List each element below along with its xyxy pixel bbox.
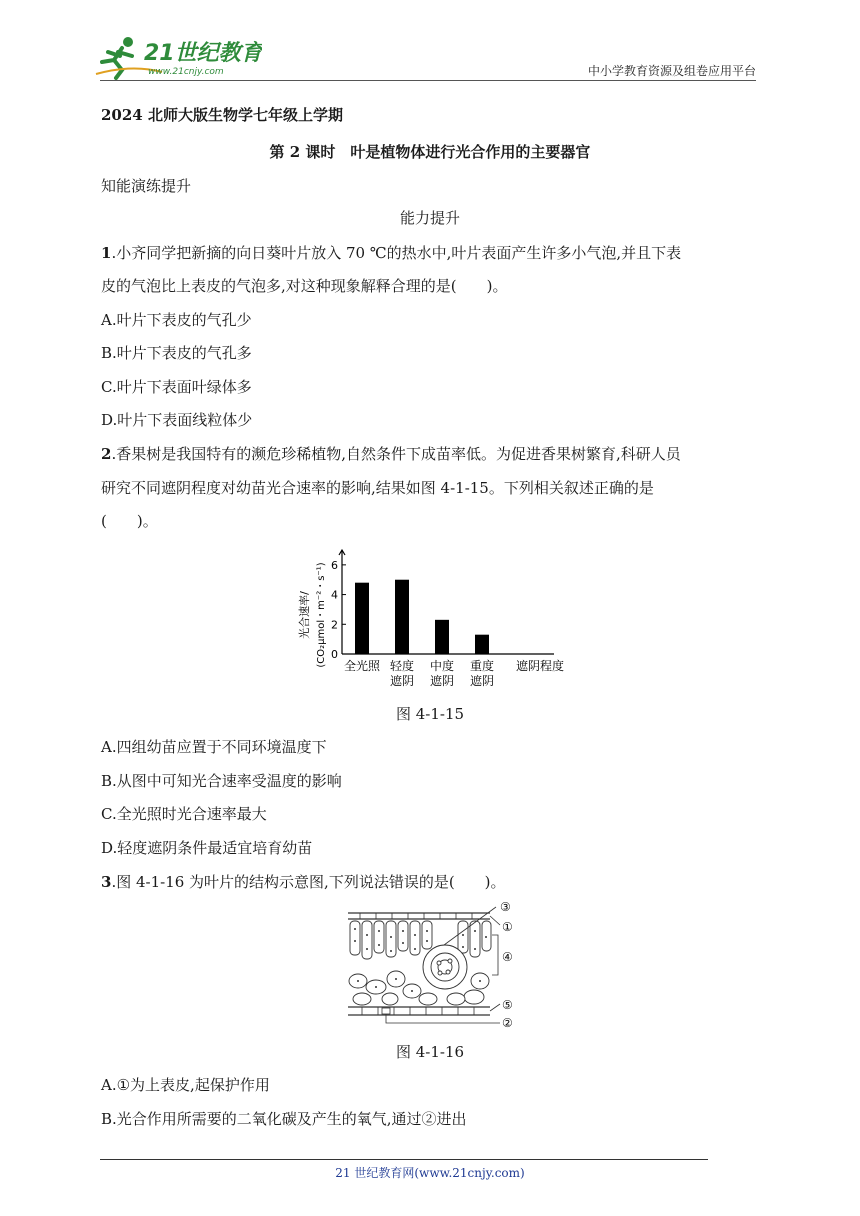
leaf-structure-diagram	[340, 895, 530, 1033]
question-3-line-1: 3.图 4-1-16 为叶片的结构示意图,下列说法错误的是( )。	[101, 873, 506, 891]
category-label: 重度	[469, 659, 495, 673]
label-4: ④	[502, 950, 513, 964]
figure-caption-4-1-15: 图 4-1-15	[395, 705, 465, 723]
y-axis-label-line-2: (CO₂μmol・m⁻²・s⁻¹)	[316, 562, 327, 668]
y-axis-label	[297, 562, 327, 667]
chart-category-labels	[344, 658, 494, 688]
y-tick-label: 6	[331, 558, 338, 572]
question-2-option-a: A.四组幼苗应置于不同环境温度下	[101, 738, 327, 756]
label-3: ③	[500, 900, 511, 914]
question-2-line-2: 研究不同遮阴程度对幼苗光合速率的影响,结果如图 4-1-15。下列相关叙述正确的是	[101, 479, 654, 497]
question-2-option-d: D.轻度遮阴条件最适宜培育幼苗	[101, 839, 313, 857]
bar-2	[395, 580, 409, 654]
y-axis-label-line-1: 光合速率/	[298, 591, 311, 639]
palisade-layer	[350, 921, 491, 959]
logo-text: 21世纪教育	[144, 41, 262, 66]
chart-bars	[355, 580, 489, 654]
leaf-vein	[423, 945, 467, 989]
category-label: 全光照	[343, 659, 381, 673]
x-axis-label: 遮阴程度	[516, 659, 565, 673]
question-1-number: 1	[101, 244, 112, 262]
y-tick-label: 4	[331, 588, 338, 602]
spongy-layer	[349, 971, 489, 1005]
y-tick-label: 2	[331, 618, 338, 632]
question-3-option-b: B.光合作用所需要的二氧化碳及产生的氧气,通过②进出	[101, 1110, 467, 1128]
chart-ticks	[331, 559, 346, 661]
lesson-title: 第 2 课时 叶是植物体进行光合作用的主要器官	[269, 143, 591, 161]
upper-epidermis	[348, 913, 490, 919]
bar-4	[475, 635, 489, 654]
site-logo	[92, 34, 262, 80]
header-slogan: 中小学教育资源及组卷应用平台	[587, 64, 756, 78]
question-1-option-a: A.叶片下表皮的气孔少	[101, 311, 252, 329]
category-label: 轻度	[389, 659, 415, 673]
question-1-line-2: 皮的气泡比上表皮的气泡多,对这种现象解释合理的是( )。	[101, 277, 508, 295]
question-1-option-c: C.叶片下表面叶绿体多	[101, 378, 252, 396]
label-5: ⑤	[502, 998, 513, 1012]
category-label: 遮阴	[429, 674, 455, 688]
question-2-option-c: C.全光照时光合速率最大	[101, 805, 267, 823]
question-2-line-1: 2.香果树是我国特有的濒危珍稀植物,自然条件下成苗率低。为促进香果树繁育,科研人员	[101, 445, 681, 463]
label-2: ②	[502, 1016, 513, 1030]
question-3-number: 3	[101, 873, 112, 891]
lower-epidermis	[348, 1007, 490, 1015]
question-1-option-b: B.叶片下表皮的气孔多	[101, 344, 252, 362]
section-heading: 知能演练提升	[101, 177, 192, 195]
question-1-line-1: 1.小齐同学把新摘的向日葵叶片放入 70 ℃的热水中,叶片表面产生许多小气泡,并且下表	[101, 244, 682, 262]
question-2-option-b: B.从图中可知光合速率受温度的影响	[101, 772, 342, 790]
question-2-line-3: ( )。	[101, 512, 158, 530]
footer-text: 21 世纪教育网(www.21cnjy.com)	[335, 1166, 525, 1180]
header-divider	[100, 80, 756, 81]
category-label: 中度	[429, 659, 455, 673]
stoma-icon	[382, 1008, 390, 1014]
category-label: 遮阴	[469, 674, 495, 688]
question-1-option-d: D.叶片下表面线粒体少	[101, 411, 253, 429]
subsection-heading: 能力提升	[399, 209, 460, 227]
figure-caption-4-1-16: 图 4-1-16	[395, 1043, 465, 1061]
y-tick-label: 0	[331, 648, 338, 661]
label-1: ①	[502, 920, 513, 934]
footer-divider	[100, 1159, 708, 1160]
photosynthesis-rate-chart	[290, 540, 590, 695]
question-2-number: 2	[101, 445, 112, 463]
document-title: 2024 北师大版生物学七年级上学期	[101, 106, 343, 124]
bar-1	[355, 583, 369, 654]
question-3-option-a: A.①为上表皮,起保护作用	[101, 1076, 270, 1094]
category-label: 遮阴	[389, 674, 415, 688]
bar-3	[435, 620, 449, 654]
logo-url: www.21cnjy.com	[148, 67, 224, 77]
